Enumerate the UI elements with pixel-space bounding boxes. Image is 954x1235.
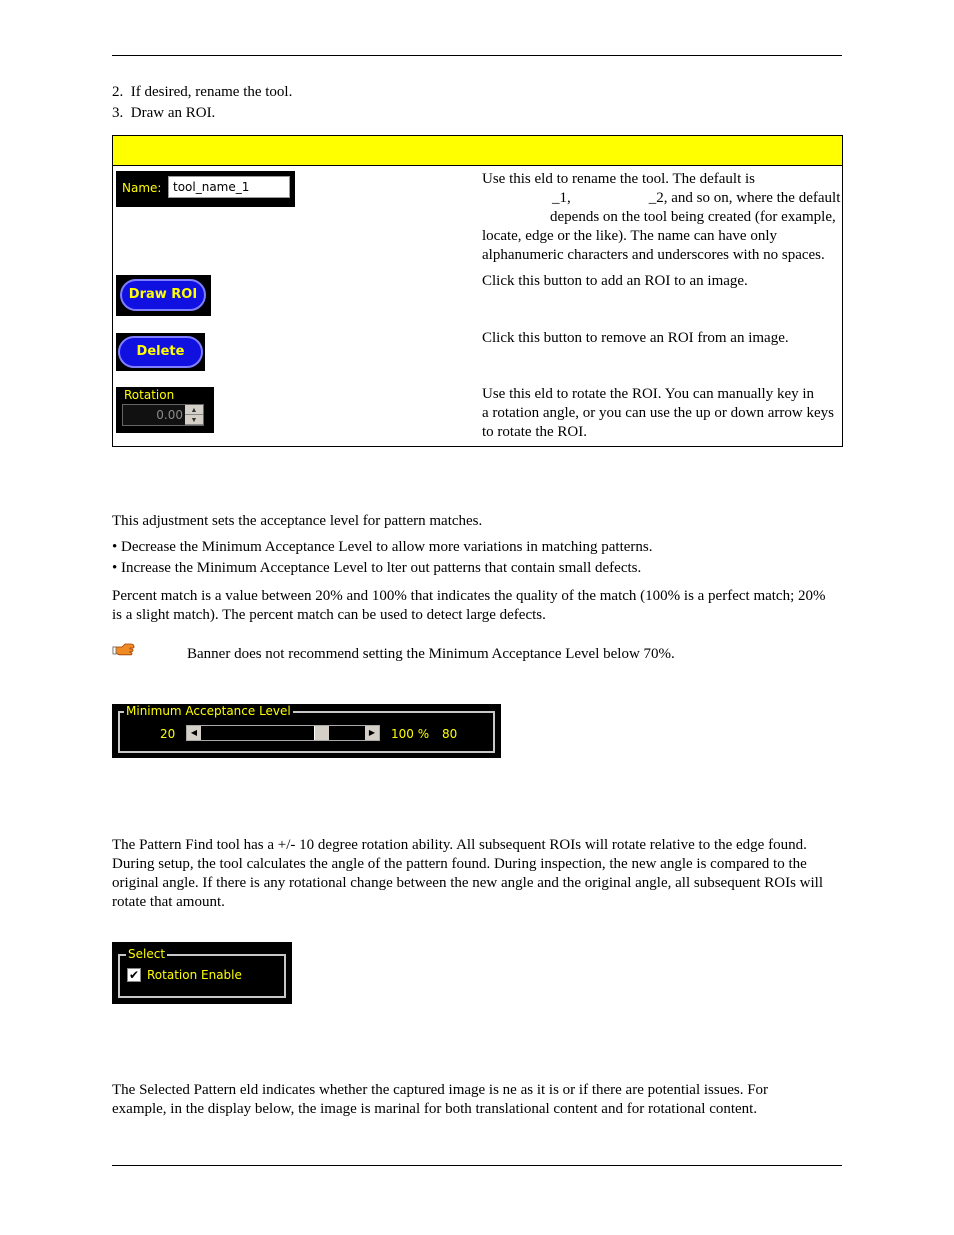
rotation-para-4: rotate that amount. (112, 894, 225, 910)
select-title: Select (128, 947, 166, 961)
min-acceptance-min: 20 (160, 727, 176, 741)
rotation-enable-checkbox[interactable] (127, 968, 141, 982)
delete-widget (116, 333, 205, 371)
acceptance-intro: This adjustment sets the acceptance level for pattern matches. (112, 513, 483, 529)
name-description: Use this eld to rename the tool. The default is _1, _2, and so on, where the default depends on the tool being created (for example, locate, edge or the like). The name can have only alphanumeric characters and underscores with no spaces. (482, 171, 841, 263)
selected-pattern-para-1: The Selected Pattern eld indicates whether the captured image is ne as it is or if there are potential issues. For (112, 1082, 769, 1098)
select-widget (112, 942, 292, 1004)
checkmark-icon: ✔ (128, 968, 140, 982)
rotation-para-2: During setup, the tool calculates the angle of the pattern found. During inspection, the new angle is compared to the (112, 856, 807, 872)
min-acceptance-value: 80 (442, 727, 458, 741)
rotation-label: Rotation (124, 388, 175, 402)
name-input[interactable]: tool_name_1 (168, 176, 290, 198)
rotation-para-3: original angle. If there is any rotational change between the new angle and the original angle, all subsequent ROIs will (112, 875, 824, 891)
footer-rule (112, 1165, 842, 1166)
min-acceptance-widget (112, 704, 501, 758)
min-acceptance-max: 100 % (391, 727, 430, 741)
note-text: Banner does not recommend setting the Minimum Acceptance Level below 70%. (187, 646, 675, 662)
acceptance-bullet-2: • Increase the Minimum Acceptance Level to lter out patterns that contain small defects. (112, 560, 642, 576)
acceptance-bullet-1: • Decrease the Minimum Acceptance Level to allow more variations in matching patterns. (112, 539, 653, 555)
min-acceptance-title: Minimum Acceptance Level (126, 704, 291, 718)
min-acceptance-slider[interactable] (186, 725, 380, 741)
name-widget (116, 171, 295, 207)
name-label: Name: (122, 181, 162, 195)
acceptance-para-1: Percent match is a value between 20% and 100% that indicates the quality of the match (100% is a perfect match; 20% (112, 588, 826, 604)
rotation-widget (116, 387, 214, 433)
rotation-spinbox[interactable] (122, 404, 204, 426)
draw-roi-button[interactable]: Draw ROI (120, 279, 206, 311)
table-header (113, 136, 842, 166)
delete-description: Click this button to remove an ROI from an image. (482, 330, 789, 346)
spin-up-icon[interactable]: ▲ (185, 405, 203, 415)
slider-left-arrow-icon[interactable]: ◀ (187, 726, 201, 740)
header-rule (112, 55, 842, 56)
spin-down-icon[interactable]: ▼ (185, 415, 203, 425)
rotation-enable-label[interactable]: Rotation Enable (147, 968, 242, 982)
rotation-para-1: The Pattern Find tool has a +/- 10 degree rotation ability. All subsequent ROIs will rotate relative to the edge found. (112, 837, 807, 853)
rotation-value[interactable]: 0.00 (156, 408, 183, 422)
step-3: 3. Draw an ROI. (112, 105, 216, 121)
selected-pattern-para-2: example, in the display below, the image is marinal for both translational content and for rotational content. (112, 1101, 758, 1117)
slider-thumb[interactable] (314, 726, 329, 740)
rotation-description: Use this eld to rotate the ROI. You can manually key in a rotation angle, or you can use the up or down arrow keys to rotate the ROI. (482, 386, 834, 440)
draw-roi-widget (116, 275, 211, 316)
rotation-spin-arrows[interactable] (185, 405, 203, 425)
pointing-hand-icon (112, 641, 136, 657)
slider-right-arrow-icon[interactable]: ▶ (365, 726, 379, 740)
acceptance-para-2: is a slight match). The percent match can be used to detect large defects. (112, 607, 546, 623)
draw-roi-description: Click this button to add an ROI to an image. (482, 273, 748, 289)
delete-button[interactable]: Delete (118, 336, 203, 368)
step-2: 2. If desired, rename the tool. (112, 84, 293, 100)
